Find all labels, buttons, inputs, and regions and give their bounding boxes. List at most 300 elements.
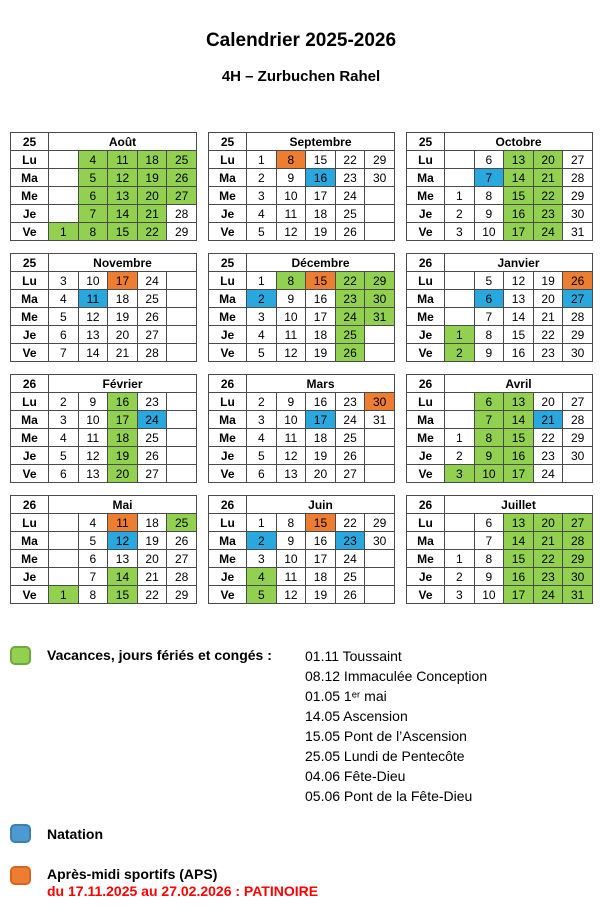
- date-cell: 24: [137, 272, 167, 290]
- date-cell: 19: [137, 532, 167, 550]
- date-cell: 21: [533, 169, 563, 187]
- date-cell: [167, 411, 197, 429]
- date-cell: 1: [49, 223, 79, 241]
- month-name: Avril: [445, 375, 593, 393]
- date-cell: 9: [276, 290, 306, 308]
- date-cell: 16: [306, 532, 336, 550]
- date-cell: 26: [335, 447, 365, 465]
- date-cell: 19: [137, 169, 167, 187]
- date-cell: 22: [335, 514, 365, 532]
- date-cell: 18: [108, 290, 138, 308]
- date-cell: [167, 272, 197, 290]
- date-cell: 16: [504, 568, 534, 586]
- date-cell: 10: [276, 550, 306, 568]
- date-cell: 24: [335, 411, 365, 429]
- day-label: Lu: [11, 514, 49, 532]
- date-cell: [365, 586, 395, 604]
- date-cell: 2: [247, 393, 277, 411]
- day-label: Ve: [11, 586, 49, 604]
- day-label: Ma: [11, 411, 49, 429]
- date-cell: 24: [533, 586, 563, 604]
- date-cell: 13: [78, 326, 108, 344]
- date-cell: 28: [167, 568, 197, 586]
- date-cell: [49, 151, 79, 169]
- date-cell: 17: [306, 550, 336, 568]
- date-cell: 9: [474, 568, 504, 586]
- date-cell: 6: [49, 326, 79, 344]
- date-cell: 19: [306, 586, 336, 604]
- date-cell: 12: [108, 169, 138, 187]
- date-cell: [49, 187, 79, 205]
- day-label: Ma: [209, 411, 247, 429]
- day-label: Me: [407, 308, 445, 326]
- date-cell: 4: [247, 429, 277, 447]
- date-cell: 1: [445, 550, 475, 568]
- date-cell: 19: [533, 272, 563, 290]
- date-cell: 31: [365, 411, 395, 429]
- year-label: 26: [11, 496, 49, 514]
- day-label: Ma: [407, 532, 445, 550]
- date-cell: 15: [108, 223, 138, 241]
- date-cell: 19: [306, 447, 336, 465]
- date-cell: 2: [445, 447, 475, 465]
- day-label: Je: [407, 326, 445, 344]
- date-cell: 3: [49, 272, 79, 290]
- date-cell: 23: [335, 169, 365, 187]
- vacation-swatch: [10, 646, 31, 665]
- day-label: Ve: [209, 586, 247, 604]
- day-label: Ve: [407, 465, 445, 483]
- holiday-item: 08.12 Immaculée Conception: [305, 668, 488, 684]
- date-cell: 13: [504, 393, 534, 411]
- date-cell: 26: [137, 308, 167, 326]
- date-cell: 16: [306, 393, 336, 411]
- date-cell: 17: [306, 308, 336, 326]
- date-cell: 15: [504, 429, 534, 447]
- date-cell: 8: [474, 326, 504, 344]
- date-cell: 15: [504, 187, 534, 205]
- date-cell: 24: [533, 223, 563, 241]
- date-cell: 2: [49, 393, 79, 411]
- date-cell: 24: [335, 187, 365, 205]
- date-cell: 11: [276, 205, 306, 223]
- date-cell: 1: [247, 272, 277, 290]
- day-label: Lu: [407, 272, 445, 290]
- date-cell: 29: [365, 151, 395, 169]
- date-cell: 1: [445, 187, 475, 205]
- natation-swatch: [10, 824, 31, 843]
- date-cell: 7: [474, 411, 504, 429]
- aps-swatch: [10, 866, 31, 885]
- day-label: Lu: [209, 272, 247, 290]
- date-cell: 6: [474, 393, 504, 411]
- date-cell: 25: [137, 290, 167, 308]
- day-label: Je: [11, 326, 49, 344]
- year-label: 25: [11, 254, 49, 272]
- date-cell: 26: [335, 223, 365, 241]
- date-cell: [49, 532, 79, 550]
- date-cell: 13: [78, 465, 108, 483]
- date-cell: 22: [533, 187, 563, 205]
- date-cell: 7: [78, 205, 108, 223]
- date-cell: 30: [365, 393, 395, 411]
- date-cell: 3: [445, 586, 475, 604]
- date-cell: 9: [474, 447, 504, 465]
- date-cell: 5: [78, 169, 108, 187]
- date-cell: 21: [137, 205, 167, 223]
- date-cell: [445, 308, 475, 326]
- date-cell: 11: [78, 290, 108, 308]
- date-cell: 18: [137, 151, 167, 169]
- date-cell: 25: [335, 326, 365, 344]
- date-cell: 26: [167, 532, 197, 550]
- date-cell: 4: [247, 568, 277, 586]
- month-table-aout: [10, 132, 197, 241]
- month-name: Octobre: [445, 133, 593, 151]
- date-cell: 22: [335, 151, 365, 169]
- date-cell: 25: [167, 514, 197, 532]
- month-name: Novembre: [49, 254, 197, 272]
- legend-row-natation: [10, 824, 602, 843]
- date-cell: 28: [563, 411, 593, 429]
- date-cell: [365, 447, 395, 465]
- date-cell: 6: [247, 465, 277, 483]
- date-cell: 4: [49, 429, 79, 447]
- date-cell: 10: [276, 411, 306, 429]
- month-table-juin: [208, 495, 395, 604]
- date-cell: 12: [276, 586, 306, 604]
- date-cell: 9: [276, 532, 306, 550]
- day-label: Ve: [11, 465, 49, 483]
- date-cell: 27: [335, 465, 365, 483]
- date-cell: 5: [247, 344, 277, 362]
- date-cell: 30: [365, 290, 395, 308]
- date-cell: 31: [365, 308, 395, 326]
- date-cell: 18: [137, 514, 167, 532]
- date-cell: 2: [445, 205, 475, 223]
- day-label: Je: [209, 447, 247, 465]
- day-label: Ve: [209, 223, 247, 241]
- date-cell: 3: [247, 550, 277, 568]
- date-cell: 20: [533, 393, 563, 411]
- year-label: 26: [407, 496, 445, 514]
- date-cell: 23: [137, 393, 167, 411]
- date-cell: 16: [504, 205, 534, 223]
- date-cell: 1: [247, 151, 277, 169]
- date-cell: 18: [306, 205, 336, 223]
- month-name: Mai: [49, 496, 197, 514]
- date-cell: 9: [474, 205, 504, 223]
- date-cell: 25: [335, 429, 365, 447]
- date-cell: 4: [247, 205, 277, 223]
- month-table-fevrier: [10, 374, 197, 483]
- date-cell: 14: [108, 205, 138, 223]
- date-cell: 20: [108, 326, 138, 344]
- aps-legend-note: du 17.11.2025 au 27.02.2026 : PATINOIRE: [47, 883, 319, 899]
- date-cell: 23: [533, 568, 563, 586]
- date-cell: 26: [335, 344, 365, 362]
- date-cell: 3: [247, 411, 277, 429]
- date-cell: [563, 465, 593, 483]
- day-label: Lu: [11, 272, 49, 290]
- date-cell: 5: [49, 308, 79, 326]
- date-cell: 20: [108, 465, 138, 483]
- day-label: Ma: [11, 532, 49, 550]
- date-cell: [365, 223, 395, 241]
- date-cell: 8: [78, 586, 108, 604]
- date-cell: 15: [108, 586, 138, 604]
- legend: [10, 646, 602, 900]
- date-cell: 17: [504, 465, 534, 483]
- date-cell: 27: [563, 151, 593, 169]
- day-label: Me: [209, 308, 247, 326]
- date-cell: 12: [504, 272, 534, 290]
- month-name: Août: [49, 133, 197, 151]
- date-cell: 11: [276, 429, 306, 447]
- date-cell: 29: [365, 272, 395, 290]
- date-cell: 12: [78, 308, 108, 326]
- date-cell: 25: [335, 568, 365, 586]
- date-cell: 30: [365, 169, 395, 187]
- date-cell: [365, 205, 395, 223]
- date-cell: 20: [137, 550, 167, 568]
- date-cell: 11: [78, 429, 108, 447]
- date-cell: 17: [504, 586, 534, 604]
- date-cell: 7: [49, 344, 79, 362]
- date-cell: 3: [247, 308, 277, 326]
- date-cell: 9: [78, 393, 108, 411]
- date-cell: 23: [533, 205, 563, 223]
- date-cell: 30: [365, 532, 395, 550]
- day-label: Lu: [209, 514, 247, 532]
- date-cell: 16: [504, 447, 534, 465]
- date-cell: 25: [167, 151, 197, 169]
- date-cell: 7: [78, 568, 108, 586]
- day-label: Ve: [407, 344, 445, 362]
- day-label: Ve: [209, 344, 247, 362]
- date-cell: 22: [137, 586, 167, 604]
- month-name: Mars: [247, 375, 395, 393]
- date-cell: [365, 429, 395, 447]
- date-cell: 20: [137, 187, 167, 205]
- date-cell: 15: [306, 151, 336, 169]
- date-cell: 14: [504, 308, 534, 326]
- aps-legend-label: Après-midi sportifs (APS): [47, 866, 218, 882]
- date-cell: 10: [276, 308, 306, 326]
- date-cell: 29: [365, 514, 395, 532]
- date-cell: 30: [563, 447, 593, 465]
- date-cell: 28: [563, 308, 593, 326]
- holiday-item: 01.05 1ᵉʳ mai: [305, 688, 387, 704]
- date-cell: 18: [306, 429, 336, 447]
- year-label: 26: [11, 375, 49, 393]
- date-cell: 12: [276, 223, 306, 241]
- date-cell: 26: [137, 447, 167, 465]
- date-cell: 11: [108, 514, 138, 532]
- date-cell: 3: [247, 187, 277, 205]
- holiday-item: 15.05 Pont de l’Ascension: [305, 728, 467, 744]
- year-label: 25: [407, 133, 445, 151]
- date-cell: 22: [533, 550, 563, 568]
- year-label: 26: [407, 254, 445, 272]
- date-cell: 29: [167, 586, 197, 604]
- day-label: Je: [11, 205, 49, 223]
- holiday-item: 25.05 Lundi de Pentecôte: [305, 748, 465, 764]
- date-cell: 23: [533, 344, 563, 362]
- legend-row-vacation: [10, 646, 602, 806]
- day-label: Lu: [209, 393, 247, 411]
- calendar-page: [0, 30, 602, 900]
- date-cell: 25: [137, 429, 167, 447]
- day-label: Je: [407, 568, 445, 586]
- month-name: Juillet: [445, 496, 593, 514]
- date-cell: 27: [137, 326, 167, 344]
- date-cell: 12: [276, 344, 306, 362]
- day-label: Ma: [407, 411, 445, 429]
- date-cell: 18: [306, 568, 336, 586]
- day-label: Je: [11, 568, 49, 586]
- date-cell: [445, 290, 475, 308]
- date-cell: 7: [474, 308, 504, 326]
- day-label: Ma: [11, 169, 49, 187]
- date-cell: [365, 465, 395, 483]
- day-label: Ve: [11, 223, 49, 241]
- date-cell: 12: [78, 447, 108, 465]
- date-cell: 14: [504, 169, 534, 187]
- date-cell: 19: [108, 447, 138, 465]
- date-cell: 5: [247, 223, 277, 241]
- day-label: Lu: [11, 393, 49, 411]
- month-name: Septembre: [247, 133, 395, 151]
- date-cell: 4: [49, 290, 79, 308]
- day-label: Ma: [209, 532, 247, 550]
- date-cell: [445, 411, 475, 429]
- date-cell: 12: [276, 447, 306, 465]
- months-grid: [10, 132, 593, 604]
- date-cell: 18: [306, 326, 336, 344]
- date-cell: 16: [306, 290, 336, 308]
- date-cell: 22: [533, 326, 563, 344]
- date-cell: 23: [335, 532, 365, 550]
- date-cell: 28: [137, 344, 167, 362]
- date-cell: 29: [563, 326, 593, 344]
- day-label: Lu: [407, 393, 445, 411]
- date-cell: 26: [563, 272, 593, 290]
- date-cell: 7: [474, 532, 504, 550]
- day-label: Je: [209, 568, 247, 586]
- day-label: Ma: [11, 290, 49, 308]
- month-table-mars: [208, 374, 395, 483]
- date-cell: 21: [137, 568, 167, 586]
- date-cell: [167, 308, 197, 326]
- day-label: Me: [209, 550, 247, 568]
- day-label: Me: [11, 429, 49, 447]
- day-label: Lu: [407, 151, 445, 169]
- month-table-novembre: [10, 253, 197, 362]
- date-cell: 5: [474, 272, 504, 290]
- date-cell: 10: [474, 223, 504, 241]
- date-cell: 8: [276, 151, 306, 169]
- date-cell: 30: [563, 568, 593, 586]
- date-cell: [365, 550, 395, 568]
- date-cell: 2: [445, 344, 475, 362]
- date-cell: [49, 205, 79, 223]
- date-cell: 23: [533, 447, 563, 465]
- date-cell: 2: [445, 568, 475, 586]
- date-cell: [49, 550, 79, 568]
- date-cell: 8: [474, 429, 504, 447]
- date-cell: 28: [563, 532, 593, 550]
- day-label: Ma: [209, 169, 247, 187]
- date-cell: 30: [563, 344, 593, 362]
- date-cell: 30: [563, 205, 593, 223]
- date-cell: 17: [306, 411, 336, 429]
- date-cell: 28: [167, 205, 197, 223]
- date-cell: 20: [306, 465, 336, 483]
- date-cell: 19: [108, 308, 138, 326]
- day-label: Lu: [209, 151, 247, 169]
- day-label: Je: [209, 326, 247, 344]
- date-cell: 8: [78, 223, 108, 241]
- month-name: Décembre: [247, 254, 395, 272]
- date-cell: [167, 393, 197, 411]
- date-cell: 20: [533, 514, 563, 532]
- date-cell: 8: [276, 272, 306, 290]
- date-cell: 4: [247, 326, 277, 344]
- legend-row-aps: [10, 866, 602, 900]
- day-label: Me: [407, 429, 445, 447]
- date-cell: 21: [533, 532, 563, 550]
- date-cell: 14: [504, 532, 534, 550]
- date-cell: 12: [108, 532, 138, 550]
- date-cell: 15: [504, 550, 534, 568]
- date-cell: [445, 272, 475, 290]
- date-cell: 11: [276, 326, 306, 344]
- day-label: Je: [407, 447, 445, 465]
- month-name: Juin: [247, 496, 395, 514]
- date-cell: 17: [306, 187, 336, 205]
- day-label: Ve: [11, 344, 49, 362]
- date-cell: 17: [108, 272, 138, 290]
- date-cell: 2: [247, 290, 277, 308]
- date-cell: 20: [533, 151, 563, 169]
- holiday-item: 14.05 Ascension: [305, 708, 408, 724]
- date-cell: 22: [335, 272, 365, 290]
- date-cell: [167, 344, 197, 362]
- date-cell: 21: [533, 308, 563, 326]
- date-cell: 8: [474, 187, 504, 205]
- date-cell: 26: [335, 586, 365, 604]
- day-label: Lu: [11, 151, 49, 169]
- date-cell: 3: [49, 411, 79, 429]
- day-label: Ve: [209, 465, 247, 483]
- month-table-decembre: [208, 253, 395, 362]
- date-cell: [365, 568, 395, 586]
- date-cell: 14: [78, 344, 108, 362]
- date-cell: 29: [563, 187, 593, 205]
- date-cell: 8: [276, 514, 306, 532]
- day-label: Me: [209, 187, 247, 205]
- date-cell: 29: [563, 550, 593, 568]
- date-cell: 29: [563, 429, 593, 447]
- date-cell: 16: [306, 169, 336, 187]
- date-cell: 28: [563, 169, 593, 187]
- date-cell: 13: [108, 187, 138, 205]
- date-cell: 3: [445, 223, 475, 241]
- date-cell: 19: [306, 344, 336, 362]
- day-label: Me: [209, 429, 247, 447]
- date-cell: 4: [78, 151, 108, 169]
